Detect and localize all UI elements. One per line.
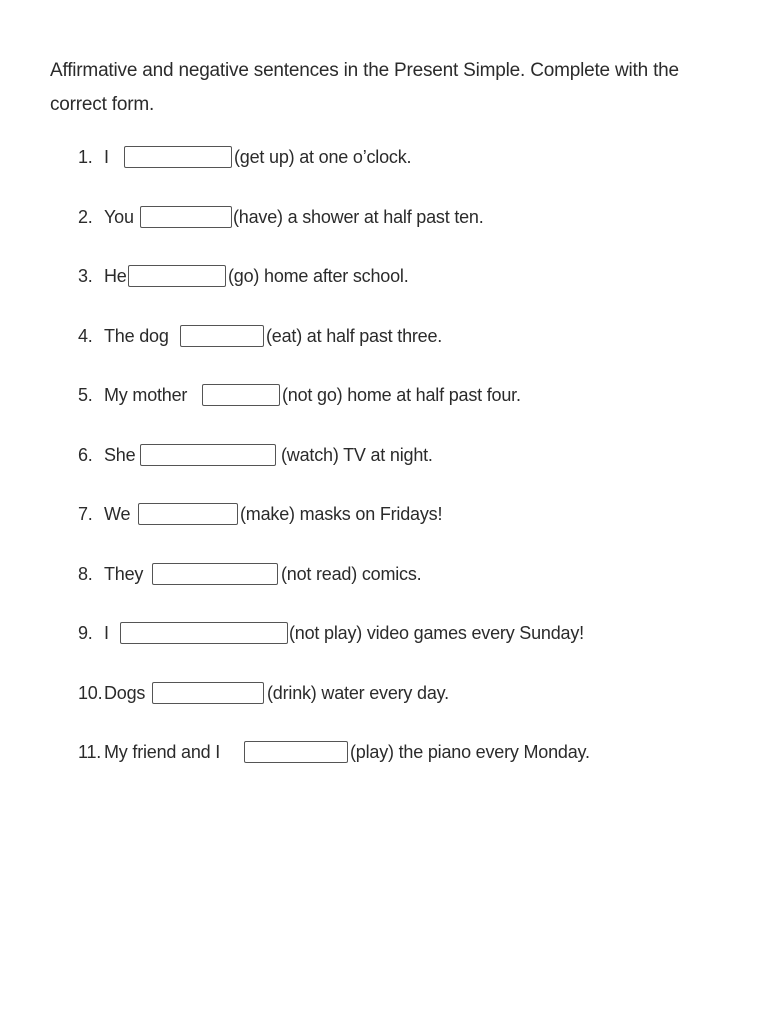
item-number: 8. [78, 563, 93, 584]
item-number: 5. [78, 385, 93, 405]
list-item [78, 497, 758, 557]
answer-box[interactable] [180, 325, 264, 347]
answer-box[interactable] [140, 444, 276, 466]
item-number: 10. [78, 682, 103, 703]
list-item [78, 200, 758, 260]
instructions-text: Affirmative and negative sentences in the Present Simple. Complete with the correct form. [50, 60, 679, 115]
item-prompt: (not go) home at half past four. [282, 385, 521, 405]
list-item [78, 319, 758, 379]
item-number: 3. [78, 266, 93, 286]
item-prompt: (get up) at one o’clock. [234, 147, 412, 167]
list-item [78, 438, 758, 498]
item-subject: My friend and I [104, 742, 221, 762]
answer-box[interactable] [128, 265, 226, 287]
item-prompt: (eat) at half past three. [266, 325, 443, 346]
list-item [78, 616, 758, 676]
item-subject: Dogs [104, 682, 146, 703]
item-number: 1. [78, 147, 93, 167]
answer-box[interactable] [202, 384, 280, 406]
item-prompt: (drink) water every day. [267, 682, 449, 703]
list-item [78, 676, 758, 736]
item-number: 6. [78, 444, 93, 465]
answer-box[interactable] [124, 146, 232, 168]
item-prompt: (watch) TV at night. [281, 444, 433, 465]
answer-box[interactable] [152, 563, 278, 585]
list-item [78, 140, 758, 200]
item-prompt: (not read) comics. [281, 563, 422, 584]
item-subject: We [104, 504, 131, 524]
item-subject: I [104, 147, 109, 167]
item-subject: They [104, 563, 144, 584]
item-number: 2. [78, 206, 93, 227]
item-subject: My mother [104, 385, 188, 405]
answer-box[interactable] [120, 622, 288, 644]
item-prompt: (not play) video games every Sunday! [289, 623, 584, 643]
list-item [78, 735, 758, 795]
item-prompt: (play) the piano every Monday. [350, 742, 590, 762]
list-item [78, 557, 758, 617]
answer-box[interactable] [138, 503, 238, 525]
item-subject: She [104, 444, 136, 465]
item-number: 11. [78, 742, 102, 762]
item-subject: I [104, 623, 109, 643]
list-item [78, 378, 758, 438]
list-item [78, 259, 758, 319]
item-prompt: (have) a shower at half past ten. [233, 206, 484, 227]
answer-box[interactable] [140, 206, 232, 228]
item-number: 9. [78, 623, 93, 643]
answer-box[interactable] [244, 741, 348, 763]
exercise-list [78, 140, 758, 795]
item-prompt: (go) home after school. [228, 266, 409, 286]
item-number: 4. [78, 325, 93, 346]
item-subject: You [104, 206, 134, 227]
item-subject: The dog [104, 325, 169, 346]
item-number: 7. [78, 504, 93, 524]
item-prompt: (make) masks on Fridays! [240, 504, 443, 524]
answer-box[interactable] [152, 682, 264, 704]
item-subject: He [104, 266, 127, 286]
